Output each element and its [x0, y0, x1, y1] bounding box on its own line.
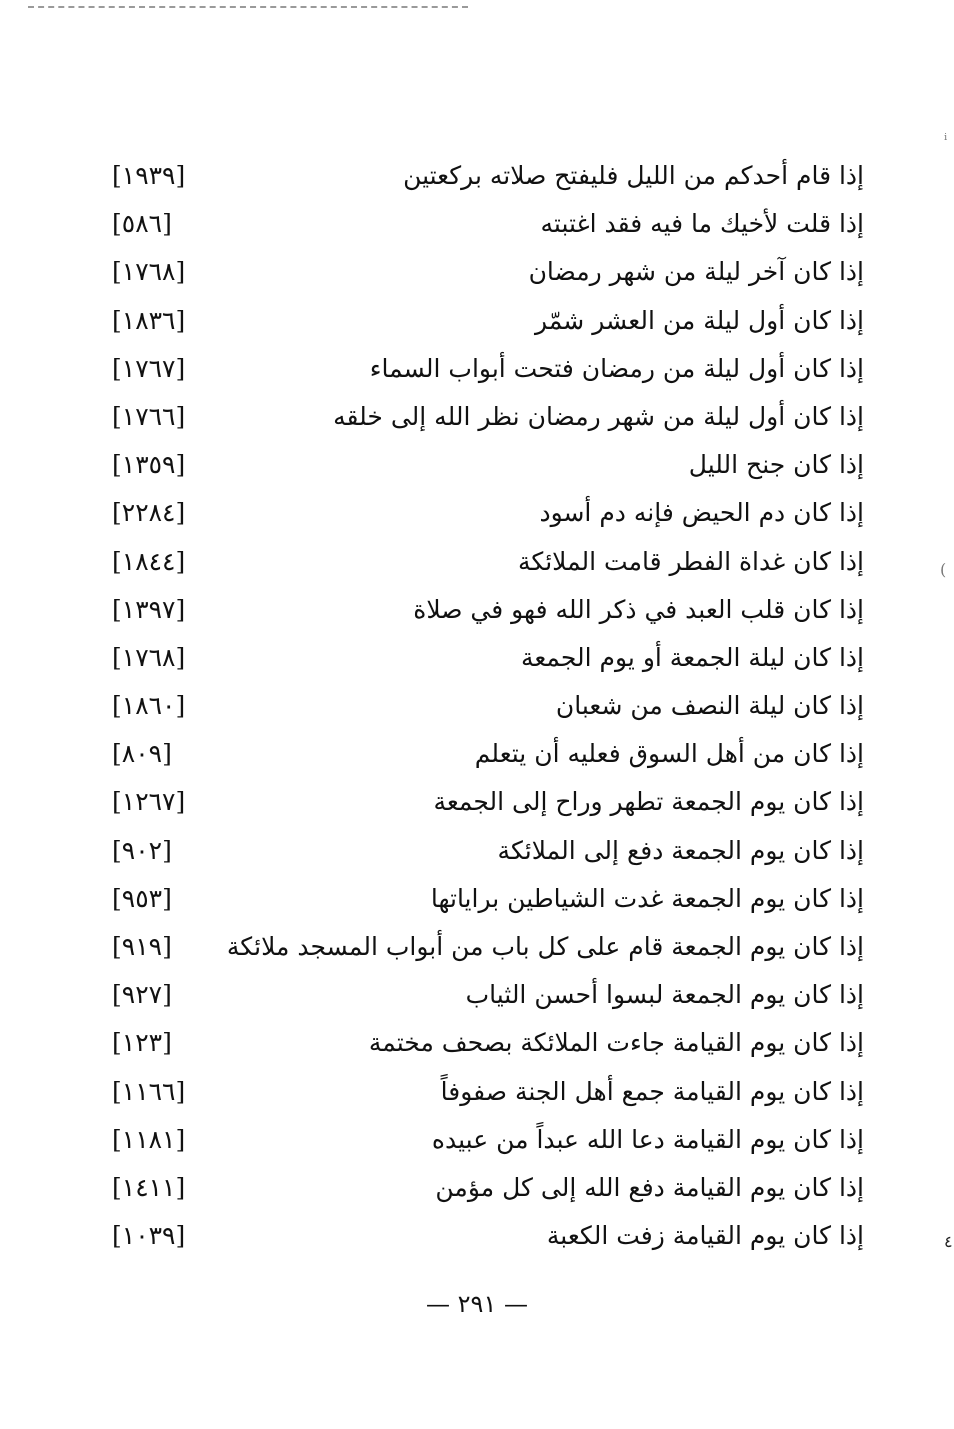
top-dashed-rule — [28, 6, 468, 8]
hadith-incipit: إذا كان جنح الليل — [688, 450, 864, 480]
hadith-incipit: إذا كان أول ليلة من شهر رمضان نظر الله إلى خلقه — [333, 401, 864, 431]
index-entry — [100, 345, 864, 393]
hadith-reference-number: [١٠٣٩] — [112, 1221, 186, 1251]
hadith-incipit: إذا كان أول ليلة من رمضان فتحت أبواب السماء — [369, 353, 864, 383]
index-entry — [100, 1068, 864, 1116]
hadith-incipit: إذا كان يوم الجمعة لبسوا أحسن الثياب — [465, 980, 864, 1010]
margin-mark: ٤ — [944, 1232, 953, 1251]
hadith-incipit: إذا كان ليلة النصف من شعبان — [555, 691, 864, 721]
hadith-incipit: إذا كان أول ليلة من العشر شمّر — [535, 305, 864, 335]
hadith-incipit: إذا كان دم الحيض فإنه دم أسود — [539, 498, 864, 528]
hadith-reference-number: [١٨٣٦] — [112, 305, 186, 335]
hadith-reference-number: [٩١٩] — [112, 932, 172, 961]
hadith-reference-number: [١٤١١] — [112, 1172, 186, 1202]
hadith-reference-number: [١١٦٦] — [112, 1076, 186, 1106]
hadith-index-list — [100, 152, 864, 1260]
hadith-reference-number: [١٩٣٩] — [112, 161, 186, 190]
hadith-reference-number: [١١٨١] — [112, 1124, 186, 1154]
hadith-reference-number: [١٣٥٩] — [112, 450, 186, 480]
index-entry — [100, 393, 864, 441]
hadith-incipit: إذا كان يوم الجمعة قام على كل باب من أبواب المسجد ملائكة — [226, 932, 864, 961]
index-entry — [100, 297, 864, 345]
hadith-reference-number: [١٧٦٦] — [112, 401, 186, 431]
hadith-incipit: إذا كان يوم القيامة دعا الله عبداً من عبيده — [431, 1124, 864, 1154]
hadith-incipit: إذا كان يوم القيامة جمع أهل الجنة صفوفاً — [440, 1076, 864, 1106]
hadith-incipit: إذا كان غداة الفطر قامت الملائكة — [518, 546, 864, 576]
hadith-reference-number: [١٧٦٧] — [112, 353, 186, 383]
hadith-reference-number: [١٨٤٤] — [112, 546, 186, 576]
index-entry — [100, 152, 864, 200]
hadith-incipit: إذا كان آخر ليلة من شهر رمضان — [528, 257, 864, 287]
index-entry — [100, 875, 864, 923]
hadith-incipit: إذا كان يوم الجمعة دفع إلى الملائكة — [497, 835, 864, 865]
index-entry — [100, 248, 864, 296]
index-entry — [100, 778, 864, 826]
hadith-reference-number: [٨٠٩] — [112, 739, 172, 769]
index-entry — [100, 1164, 864, 1212]
index-entry — [100, 682, 864, 730]
index-entry — [100, 538, 864, 586]
hadith-reference-number: [١٧٦٨] — [112, 642, 186, 672]
index-entry — [100, 730, 864, 778]
hadith-reference-number: [١٢٣] — [112, 1028, 172, 1058]
hadith-reference-number: [١٧٦٨] — [112, 257, 186, 287]
hadith-incipit: إذا كان يوم القيامة دفع الله إلى كل مؤمن — [435, 1172, 864, 1202]
index-entry — [100, 1212, 864, 1260]
hadith-reference-number: [١٨٦٠] — [112, 691, 186, 721]
hadith-reference-number: [١٣٩٧] — [112, 594, 186, 624]
hadith-reference-number: [٩٠٢] — [112, 835, 172, 865]
hadith-incipit: إذا كان قلب العبد في ذكر الله فهو في صلاة — [413, 594, 864, 624]
hadith-reference-number: [٢٢٨٤] — [112, 498, 186, 528]
hadith-incipit: إذا قلت لأخيك ما فيه فقد اغتبته — [540, 209, 864, 239]
index-entry — [100, 200, 864, 248]
hadith-reference-number: [٩٥٣] — [112, 883, 172, 913]
index-entry — [100, 1019, 864, 1067]
index-entry — [100, 971, 864, 1019]
page-number: — ٢٩١ — — [426, 1290, 528, 1318]
hadith-incipit: إذا كان يوم القيامة زفت الكعبة — [546, 1221, 864, 1251]
margin-mark: ⁱ — [944, 130, 948, 149]
hadith-incipit: إذا كان ليلة الجمعة أو يوم الجمعة — [520, 642, 864, 672]
margin-mark: ( — [940, 560, 947, 579]
index-entry — [100, 1116, 864, 1164]
index-entry — [100, 923, 864, 971]
index-entry — [100, 827, 864, 875]
index-entry — [100, 634, 864, 682]
hadith-reference-number: [١٢٦٧] — [112, 787, 186, 817]
index-entry — [100, 489, 864, 537]
hadith-incipit: إذا كان يوم القيامة جاءت الملائكة بصحف مختمة — [368, 1028, 864, 1058]
hadith-reference-number: [٥٨٦] — [112, 209, 172, 239]
hadith-incipit: إذا كان يوم الجمعة غدت الشياطين براياتها — [430, 883, 864, 913]
hadith-reference-number: [٩٢٧] — [112, 980, 172, 1010]
hadith-incipit: إذا كان يوم الجمعة تطهر وراح إلى الجمعة — [433, 787, 864, 817]
hadith-incipit: إذا كان من أهل السوق فعليه أن يتعلم — [474, 739, 864, 769]
hadith-incipit: إذا قام أحدكم من الليل فليفتح صلاته بركعتين — [403, 161, 864, 190]
index-entry — [100, 586, 864, 634]
index-entry — [100, 441, 864, 489]
